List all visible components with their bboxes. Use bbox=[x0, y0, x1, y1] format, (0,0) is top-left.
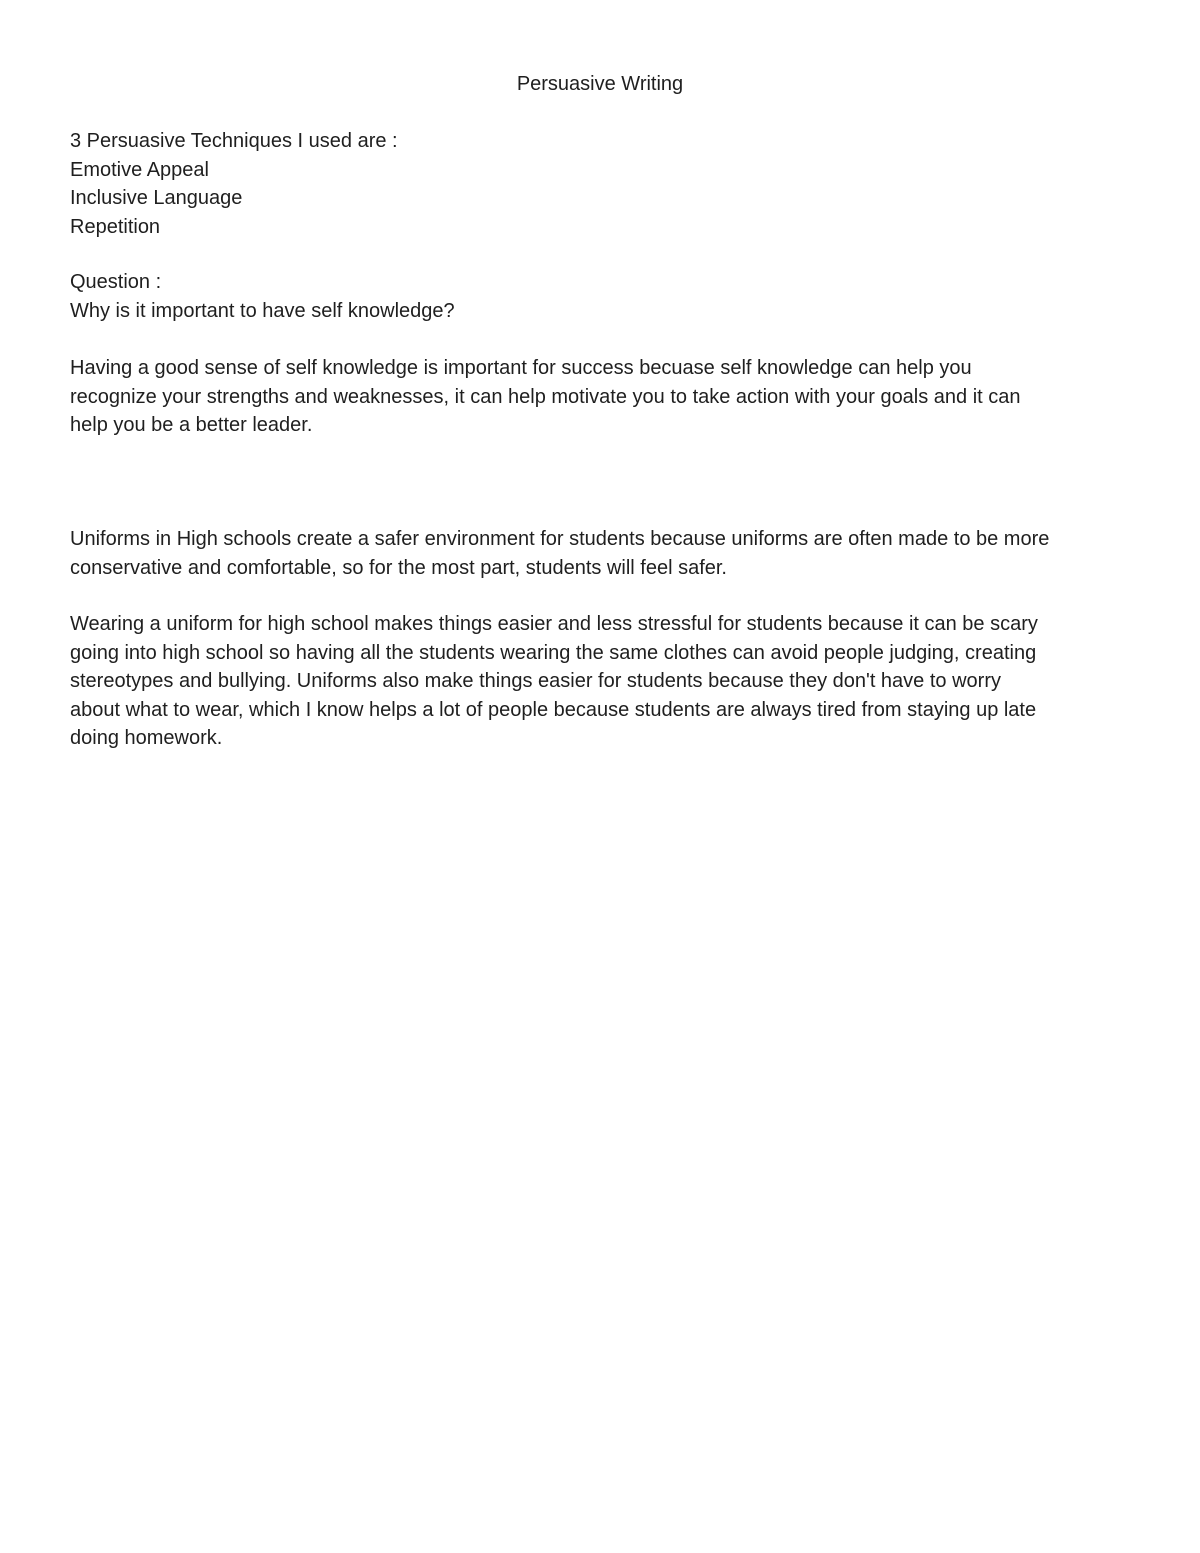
paragraph-line: about what to wear, which I know helps a lot of people because students are always tired from staying up late bbox=[70, 698, 1037, 721]
question-label: Question : bbox=[70, 271, 162, 293]
answer-paragraph bbox=[70, 354, 1140, 440]
technique-item: Inclusive Language bbox=[70, 187, 243, 209]
question-section bbox=[70, 268, 1140, 325]
paragraph-line: Wearing a uniform for high school makes things easier and less stressful for students because it can be scary bbox=[70, 613, 1038, 635]
uniforms-paragraph-2 bbox=[70, 610, 1140, 753]
technique-item: Repetition bbox=[70, 215, 161, 238]
paragraph-line: stereotypes and bullying. Uniforms also make things easier for students because they don't have to worry bbox=[70, 670, 1001, 692]
question-text: Why is it important to have self knowledge? bbox=[70, 299, 455, 322]
paragraph-line: Uniforms in High schools create a safer environment for students because uniforms are often made to be more bbox=[70, 528, 1050, 550]
uniforms-paragraph-1 bbox=[70, 525, 1140, 582]
paragraph-line: Having a good sense of self knowledge is important for success becuase self knowledge can help you bbox=[70, 357, 972, 379]
techniques-intro: 3 Persuasive Techniques I used are : bbox=[70, 130, 398, 152]
paragraph-line: help you be a better leader. bbox=[70, 414, 313, 436]
paragraph-line: going into high school so having all the students wearing the same clothes can avoid people judging, creating bbox=[70, 641, 1037, 664]
paragraph-line: doing homework. bbox=[70, 727, 223, 749]
paragraph-line: recognize your strengths and weaknesses, it can help motivate you to take action with your goals and it can bbox=[70, 385, 1021, 408]
techniques-section bbox=[70, 127, 1140, 241]
document-title: Persuasive Writing bbox=[516, 73, 684, 95]
paragraph-line: conservative and comfortable, so for the most part, students will feel safer. bbox=[70, 556, 727, 579]
technique-item: Emotive Appeal bbox=[70, 158, 209, 181]
